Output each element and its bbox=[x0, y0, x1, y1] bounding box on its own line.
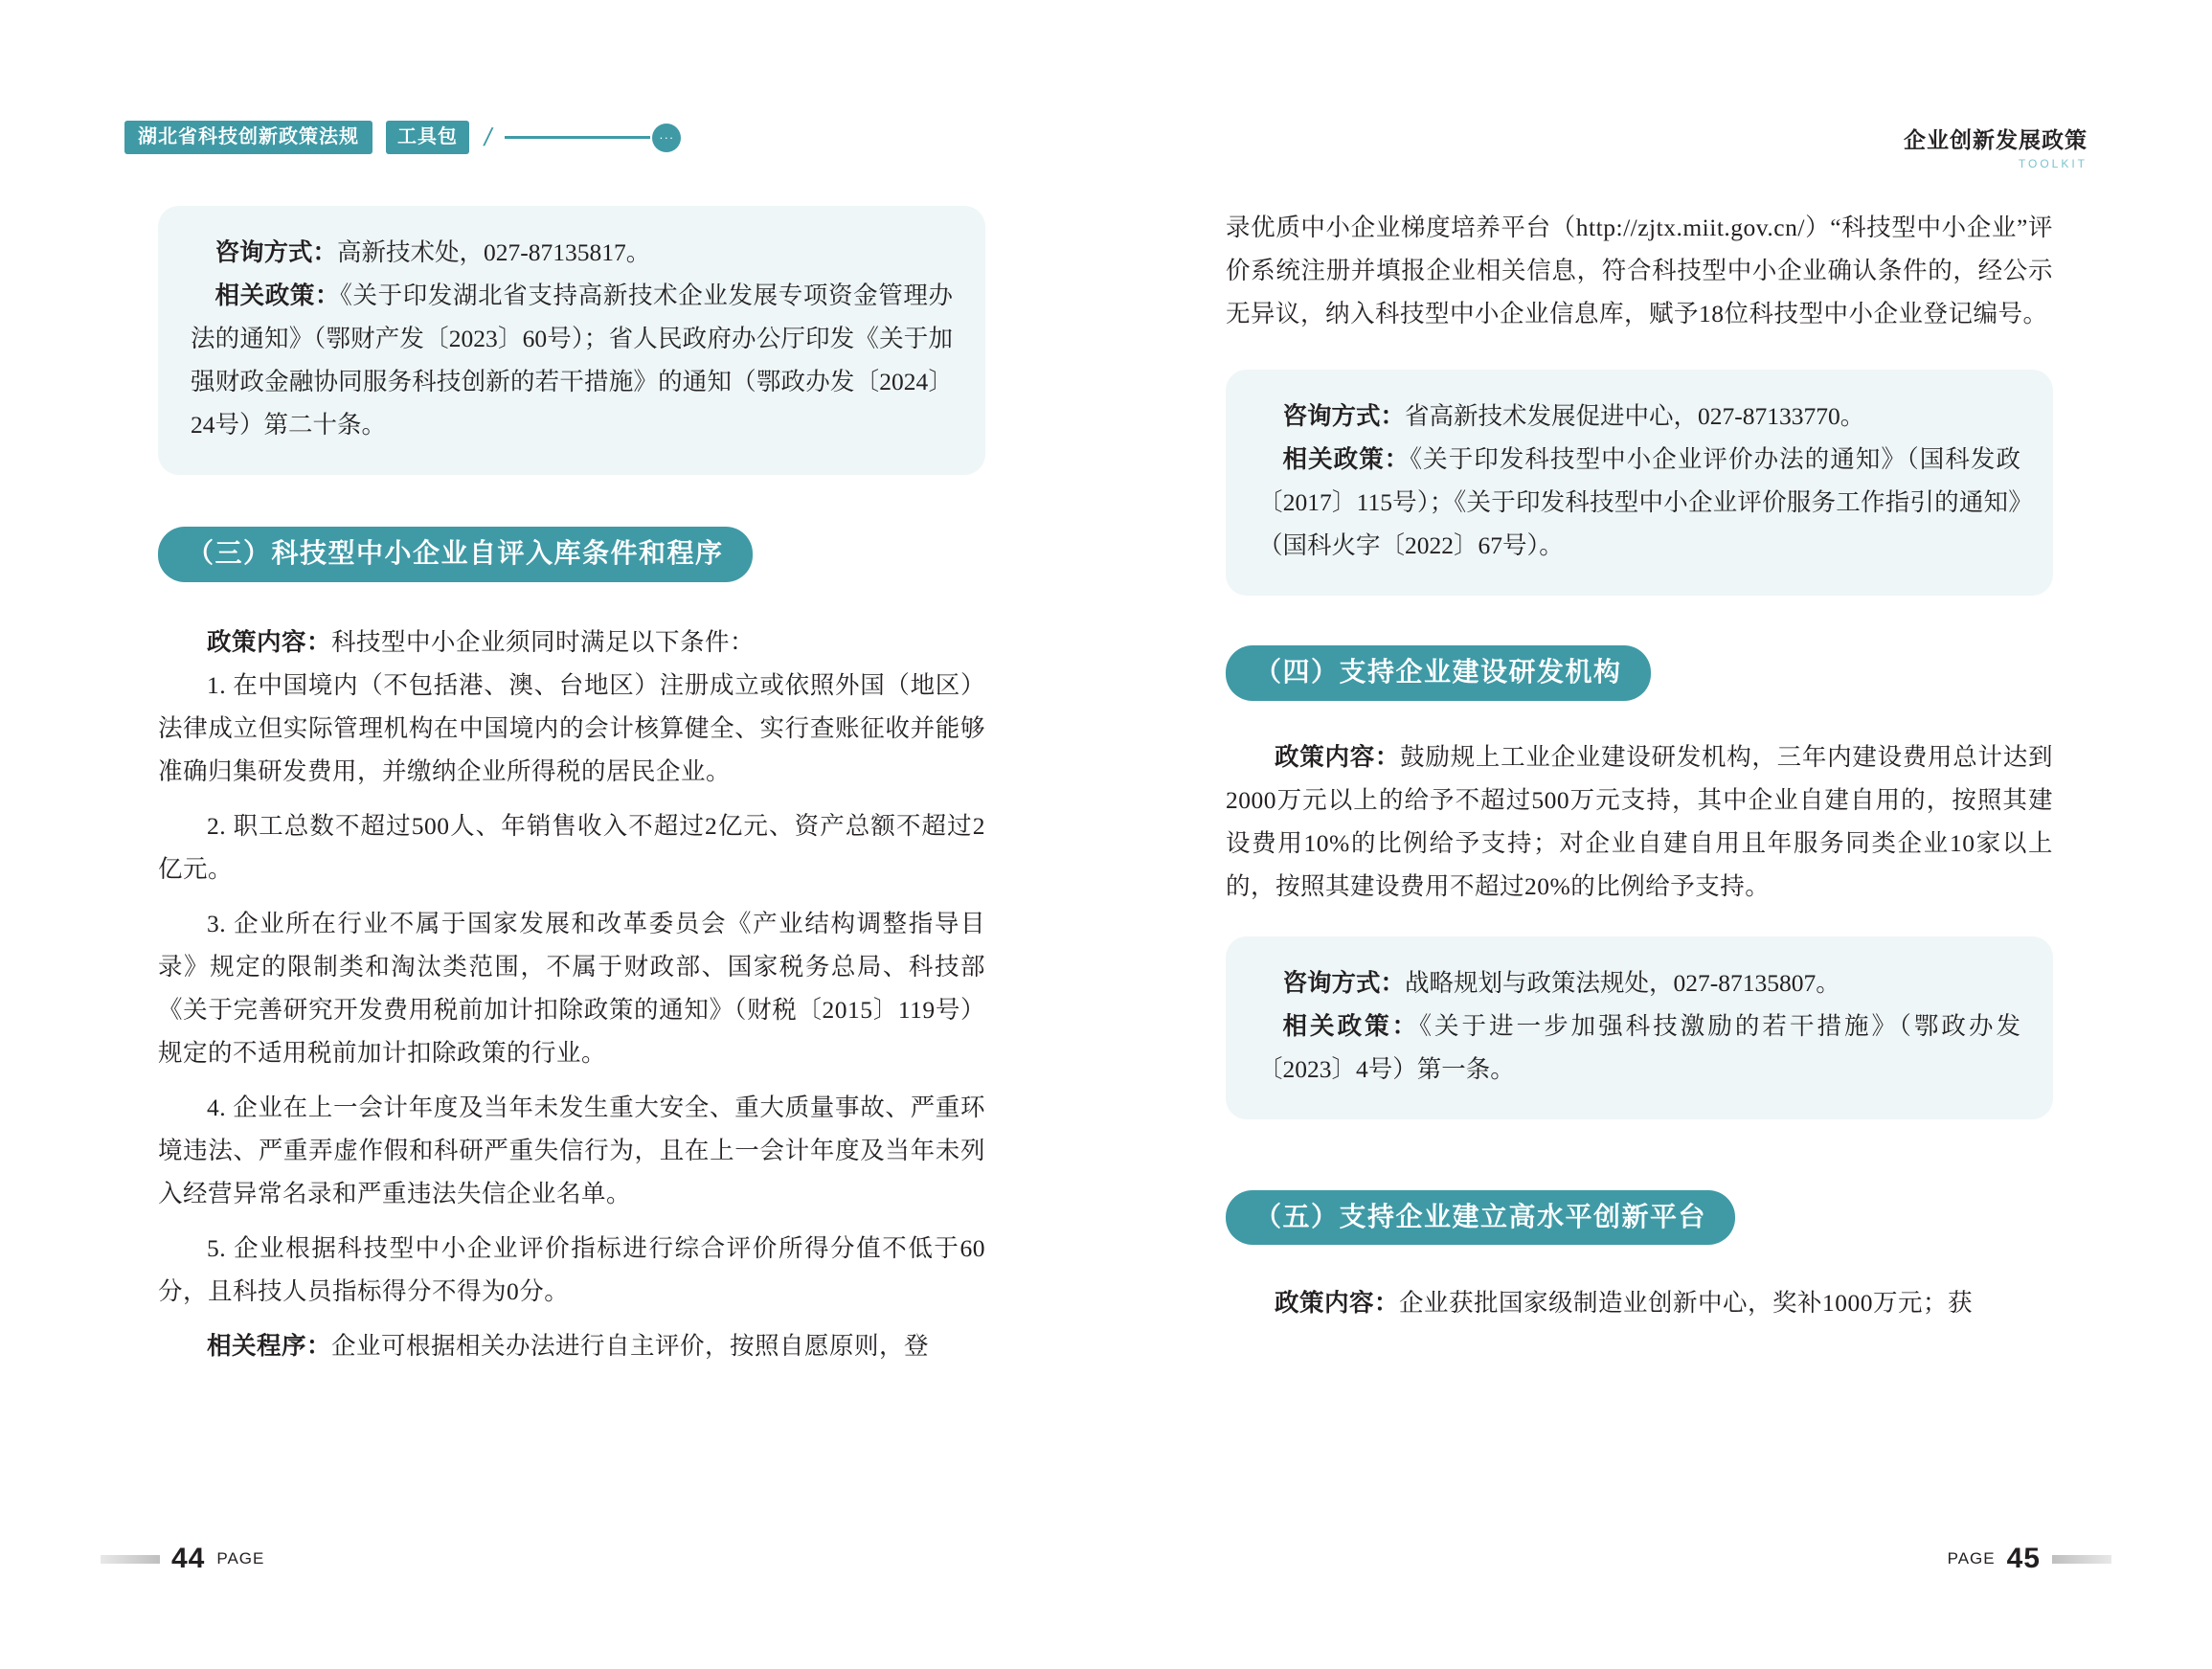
left-column bbox=[158, 206, 985, 1367]
page-header bbox=[124, 121, 2088, 170]
callout-1-line-2 bbox=[191, 274, 953, 446]
section-heading-3-wrap bbox=[158, 527, 985, 582]
procedure-label: 相关程序： bbox=[207, 1331, 332, 1360]
callout-1-label-contact: 咨询方式： bbox=[214, 238, 338, 266]
callout-2-contact-text: 省高新技术发展促进中心，027-87133770。 bbox=[1405, 402, 1865, 430]
policy-content-4-text: 鼓励规上工业企业建设研发机构，三年内建设费用总计达到2000万元以上的给予不超过500万元支持，其中企业自建自用的，按照其建设费用10%的比例给予支持；对企业自建自用且年服务同类企业10家以上的，按照其建设费用不超过20%的比例给予支持。 bbox=[1226, 742, 2053, 900]
list-item: 2. 职工总数不超过500人、年销售收入不超过2亿元、资产总额不超过2亿元。 bbox=[158, 811, 985, 883]
callout-contact-policy-1 bbox=[158, 206, 985, 475]
callout-3-contact-text: 战略规划与政策法规处，027-87135807。 bbox=[1405, 968, 1840, 997]
header-title-tag: 湖北省科技创新政策法规 bbox=[124, 121, 372, 154]
footer-left bbox=[101, 1543, 264, 1575]
policy-content-4-label: 政策内容： bbox=[1275, 742, 1401, 771]
callout-2-line-1 bbox=[1258, 395, 2020, 438]
section-heading-4-wrap bbox=[1226, 645, 2053, 701]
policy-content-5-label: 政策内容： bbox=[1275, 1289, 1400, 1318]
callout-contact-policy-2 bbox=[1226, 370, 2053, 596]
section-heading-5: （五）支持企业建立高水平创新平台 bbox=[1226, 1190, 1735, 1246]
section-heading-4: （四）支持企业建设研发机构 bbox=[1226, 645, 1651, 701]
policy-content-4 bbox=[1226, 735, 2053, 908]
page-label-right: PAGE bbox=[1947, 1549, 1996, 1568]
callout-3-line-1 bbox=[1258, 961, 2020, 1004]
header-section-name-en: TOOLKIT bbox=[2018, 157, 2088, 170]
policy-content-5-text: 企业获批国家级制造业创新中心，奖补1000万元；获 bbox=[1399, 1289, 1974, 1318]
policy-content-text: 科技型中小企业须同时满足以下条件： bbox=[331, 627, 756, 656]
policy-content-label: 政策内容： bbox=[207, 627, 332, 656]
procedure-text: 企业可根据相关办法进行自主评价，按照自愿原则，登 bbox=[331, 1331, 930, 1360]
header-right-group bbox=[1904, 123, 2088, 170]
right-column bbox=[1226, 206, 2053, 1324]
callout-2-label-contact: 咨询方式： bbox=[1282, 402, 1406, 430]
page-label-left: PAGE bbox=[216, 1549, 265, 1568]
footer-right bbox=[1948, 1543, 2111, 1575]
header-rule bbox=[505, 136, 650, 139]
page-number-right: 45 bbox=[2006, 1543, 2041, 1574]
header-left-group bbox=[124, 121, 2088, 154]
header-subtitle-tag: 工具包 bbox=[386, 121, 469, 154]
section-heading-5-wrap bbox=[1226, 1190, 2053, 1246]
continuation-paragraph: 录优质中小企业梯度培养平台（http://zjtx.miit.gov.cn/）“科技型中小企业”评价系统注册并填报企业相关信息，符合科技型中小企业确认条件的，经公示无异议，纳入科技型中小企业信息库，赋予18位科技型中小企业登记编号。 bbox=[1226, 214, 2053, 327]
callout-1-policy-text: 《关于印发湖北省支持高新技术企业发展专项资金管理办法的通知》（鄂财产发〔2023〕60号）；省人民政府办公厅印发《关于加强财政金融协同服务科技创新的若干措施》的通知（鄂政办发〔2024〕24号）第二十条。 bbox=[191, 282, 953, 439]
footer-bar-left bbox=[101, 1555, 160, 1564]
list-item: 1. 在中国境内（不包括港、澳、台地区）注册成立或依照外国（地区）法律成立但实际管理机构在中国境内的会计核算健全、实行查账征收并能够准确归集研发费用，并缴纳企业所得税的居民企业。 bbox=[158, 670, 985, 785]
callout-1-label-policy: 相关政策： bbox=[214, 282, 341, 309]
callout-3-policy-text: 《关于进一步加强科技激励的若干措施》（鄂政办发〔2023〕4号）第一条。 bbox=[1258, 1011, 2020, 1083]
policy-content-intro bbox=[158, 620, 985, 664]
section-heading-3: （三）科技型中小企业自评入库条件和程序 bbox=[158, 527, 753, 582]
callout-1-contact-text: 高新技术处，027-87135817。 bbox=[337, 238, 651, 266]
footer-bar-right bbox=[2052, 1555, 2111, 1564]
procedure-paragraph bbox=[158, 1324, 985, 1367]
list-item: 4. 企业在上一会计年度及当年未发生重大安全、重大质量事故、严重环境违法、严重弄虚作假和科研严重失信行为，且在上一会计年度及当年未列入经营异常名录和严重违法失信企业名单。 bbox=[158, 1093, 985, 1207]
callout-1-line-1 bbox=[191, 231, 953, 274]
dots-circle-icon: ··· bbox=[652, 124, 681, 152]
callout-contact-policy-3 bbox=[1226, 936, 2053, 1119]
slash-icon: / bbox=[481, 123, 495, 151]
list-item: 3. 企业所在行业不属于国家发展和改革委员会《产业结构调整指导目录》规定的限制类和淘汰类范围，不属于财政部、国家税务总局、科技部《关于完善研究开发费用税前加计扣除政策的通知》（财税〔2015〕119号）规定的不适用税前加计扣除政策的行业。 bbox=[158, 909, 985, 1067]
list-item: 5. 企业根据科技型中小企业评价指标进行综合评价所得分值不低于60分，且科技人员指标得分不得为0分。 bbox=[158, 1233, 985, 1305]
callout-3-label-contact: 咨询方式： bbox=[1282, 968, 1406, 997]
page-number-left: 44 bbox=[171, 1543, 206, 1574]
header-section-name: 企业创新发展政策 bbox=[1904, 127, 2088, 152]
callout-2-line-2 bbox=[1258, 438, 2020, 567]
policy-content-5 bbox=[1226, 1281, 2053, 1324]
callout-2-policy-text: 《关于印发科技型中小企业评价办法的通知》（国科发政〔2017〕115号）；《关于印发科技型中小企业评价服务工作指引的通知》（国科火字〔2022〕67号）。 bbox=[1258, 445, 2020, 559]
callout-2-label-policy: 相关政策： bbox=[1282, 445, 1411, 473]
callout-3-line-2 bbox=[1258, 1004, 2020, 1091]
callout-3-label-policy: 相关政策： bbox=[1282, 1011, 1420, 1040]
